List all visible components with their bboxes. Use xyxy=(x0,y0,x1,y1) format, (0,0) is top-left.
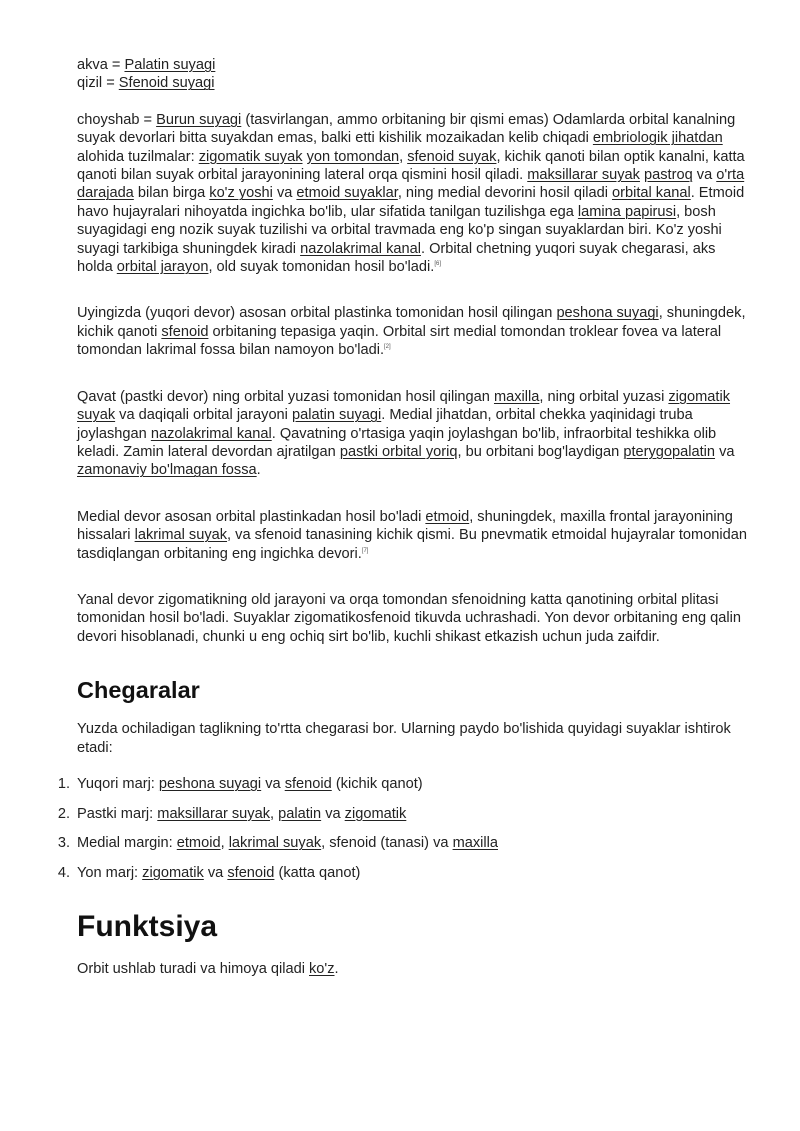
link-sfenoid[interactable]: sfenoid xyxy=(284,775,332,792)
link-etmoid[interactable]: etmoid xyxy=(425,508,470,525)
link-zigomatik[interactable]: zigomatik xyxy=(344,805,407,822)
link-lakrimal-suyak[interactable]: lakrimal suyak xyxy=(228,835,322,852)
link-zigomatik[interactable]: zigomatik xyxy=(142,864,204,881)
link-embriologik[interactable]: embriologik jihatdan xyxy=(592,130,723,147)
paragraph-gap xyxy=(77,276,747,304)
link-nazolakrimal-kanal[interactable]: nazolakrimal kanal xyxy=(300,240,421,257)
link-orta-darajada[interactable]: o'rta darajada xyxy=(77,167,745,202)
heading-chegaralar: Chegaralar xyxy=(77,677,200,704)
link-koz[interactable]: ko'z xyxy=(309,961,335,978)
heading-funktsiya: Funktsiya xyxy=(77,910,218,944)
list-item: 4. Yon marj: zigomatik va sfenoid (katta qanot) xyxy=(57,864,361,881)
link-maxilla[interactable]: maxilla xyxy=(493,388,540,405)
link-palatin-suyagi[interactable]: Palatin suyagi xyxy=(124,57,216,73)
link-nazolakrimal-kanal[interactable]: nazolakrimal kanal xyxy=(150,425,272,442)
paragraph-medial-wall: Medial devor asosan orbital plastinkadan hosil bo'ladi etmoid, shuningdek, maxilla frontal jarayonining hissalari lakrimal suyak, va sfenoid tanasining kichik qismi. Bu pnevmatik etmoidal hujayralar tomonidan tasdiqlangan orbitaning eng ingichka devori.[7] xyxy=(77,508,748,562)
link-etmoid-suyaklar[interactable]: etmoid suyaklar xyxy=(296,185,398,202)
link-orbital-jarayon[interactable]: orbital jarayon xyxy=(116,259,209,276)
link-peshona-suyagi[interactable]: peshona suyagi xyxy=(556,305,659,322)
paragraph-floor: Qavat (pastki devor) ning orbital yuzasi tomonidan hosil qilingan maxilla, ning orbital yuzasi zigomatik suyak va daqiqali orbital jarayoni palatin suyagi. Medial jihatdan, orbital chekka yaqinidagi truba joylashgan nazolakrimal kanal. Qavatning o'rtasiga yaqin joylashgan bo'lib, infraorbital teshikka olib keladi. Zamin lateral devordan ajratilgan pastki orbital yoriq, bu orbitani bog'laydigan pterygopalatin va zamonaviy bo'lmagan fossa. xyxy=(77,388,735,479)
link-yon-tomondan[interactable]: yon tomondan xyxy=(306,148,400,165)
link-koz-yoshi[interactable]: ko'z yoshi xyxy=(209,185,273,202)
link-burun-suyagi[interactable]: Burun suyagi xyxy=(156,111,242,128)
paragraph-lateral-wall: Yanal devor zigomatikning old jarayoni va orqa tomondan sfenoidning katta qanotining orbital plitasi tomonidan hosil bo'ladi. Suyaklar zigomatikosfenoid tikuvda uchrashadi. Yon devor orbitaning eng qalin devori hisoblanadi, chunki u eng ochiq sirt bo'lib, kuchli shikast etkazish uchun juda zaifdir. xyxy=(77,591,741,645)
link-etmoid[interactable]: etmoid xyxy=(176,835,221,852)
link-sfenoid[interactable]: sfenoid xyxy=(161,323,209,340)
link-lamina-papirusi[interactable]: lamina papirusi xyxy=(577,203,677,220)
reference-6[interactable]: [6] xyxy=(434,261,441,268)
list-item: 2. Pastki marj: maksillarar suyak, palatin va zigomatik xyxy=(57,805,407,822)
legend-line-aqua: akva = Palatin suyagi xyxy=(77,57,216,73)
link-zigomatik-suyak[interactable]: zigomatik suyak xyxy=(198,148,303,165)
link-palatin-suyagi[interactable]: palatin suyagi xyxy=(291,407,382,424)
link-sfenoid-suyak[interactable]: sfenoid suyak xyxy=(407,148,497,165)
link-zigomatik-suyak[interactable]: zigomatik suyak xyxy=(77,388,731,424)
paragraph-gap xyxy=(77,360,747,388)
legend-line-red: qizil = Sfenoid suyagi xyxy=(77,75,215,92)
borders-intro: Yuzda ochiladigan taglikning to'rtta chegarasi bor. Ularning paydo bo'lishida quyidagi suyaklar ishtirok etadi: xyxy=(77,721,731,756)
link-peshona-suyagi[interactable]: peshona suyagi xyxy=(158,775,262,792)
link-maksillarar-suyak[interactable]: maksillarar suyak xyxy=(527,167,640,184)
link-pastki-orbital-yoriq[interactable]: pastki orbital yoriq xyxy=(339,443,458,460)
paragraph-orbital-walls: choyshab = Burun suyagi (tasvirlangan, ammo orbitaning bir qismi emas) Odamlarda orbital kanalning suyak devorlari bitta suyakdan emas, balki etti kishilik mozaikadan kelib chiqadi embriologik jihatdan alohida tuzilmalar: zigomatik suyak yon tomondan, sfenoid suyak, kichik qanoti bilan optik kanalni, katta qanoti bilan suyak orbital jarayonining lateral orqa qismini hosil qiladi. maksillarar suyak pastroq va o'rta darajada bilan birga ko'z yoshi va etmoid suyaklar, ning medial devorini hosil qiladi orbital kanal. Etmoid havo hujayralari nihoyatda ingichka bo'lib, ular sifatida tanilgan tuzilishga ega lamina papirusi, bosh suyagidagi eng nozik suyak tuzilishi va orbital travmada eng ko'p singan suyaklardan biri. Ko'z yoshi suyagi tarkibiga shuningdek kiradi nazolakrimal kanal. Orbital chetning yuqori suyak chegarasi, aks holda orbital jarayon, old suyak tomonidan hosil bo'ladi.[6] xyxy=(77,111,745,276)
borders-list xyxy=(57,775,747,882)
list-item: 3. Medial margin: etmoid, lakrimal suyak, sfenoid (tanasi) va maxilla xyxy=(57,835,498,852)
link-palatin[interactable]: palatin xyxy=(278,805,322,822)
link-lakrimal-suyak[interactable]: lakrimal suyak xyxy=(134,527,228,544)
link-maxilla[interactable]: maxilla xyxy=(452,835,498,852)
reference-7[interactable]: [7] xyxy=(361,547,369,554)
link-zamonaviy-fossa[interactable]: zamonaviy bo'lmagan fossa xyxy=(77,462,257,479)
link-sfenoid-suyagi[interactable]: Sfenoid suyagi xyxy=(118,75,215,92)
list-item: 1. Yuqori marj: peshona suyagi va sfenoid (kichik qanot) xyxy=(57,775,423,792)
article-content xyxy=(57,56,748,979)
reference-2[interactable]: [2] xyxy=(384,344,391,351)
paragraph-gap xyxy=(77,563,747,591)
link-pterygopalatin[interactable]: pterygopalatin xyxy=(623,443,716,460)
function-text: Orbit ushlab turadi va himoya qiladi ko'z. xyxy=(77,961,339,978)
paragraph-gap xyxy=(77,480,747,508)
paragraph-roof: Uyingizda (yuqori devor) asosan orbital plastinka tomonidan hosil qilingan peshona suyagi, shuningdek, kichik qanoti sfenoid orbitaning tepasiga yaqin. Orbital sirt medial tomondan troklear fovea va lateral tomondan lakrimal fossa bilan namoyon bo'ladi.[2] xyxy=(77,305,746,359)
link-pastroq[interactable]: pastroq xyxy=(644,167,693,184)
link-maksillarar-suyak[interactable]: maksillarar suyak xyxy=(157,805,271,822)
link-orbital-kanal[interactable]: orbital kanal xyxy=(612,185,691,202)
link-sfenoid[interactable]: sfenoid xyxy=(227,864,275,881)
